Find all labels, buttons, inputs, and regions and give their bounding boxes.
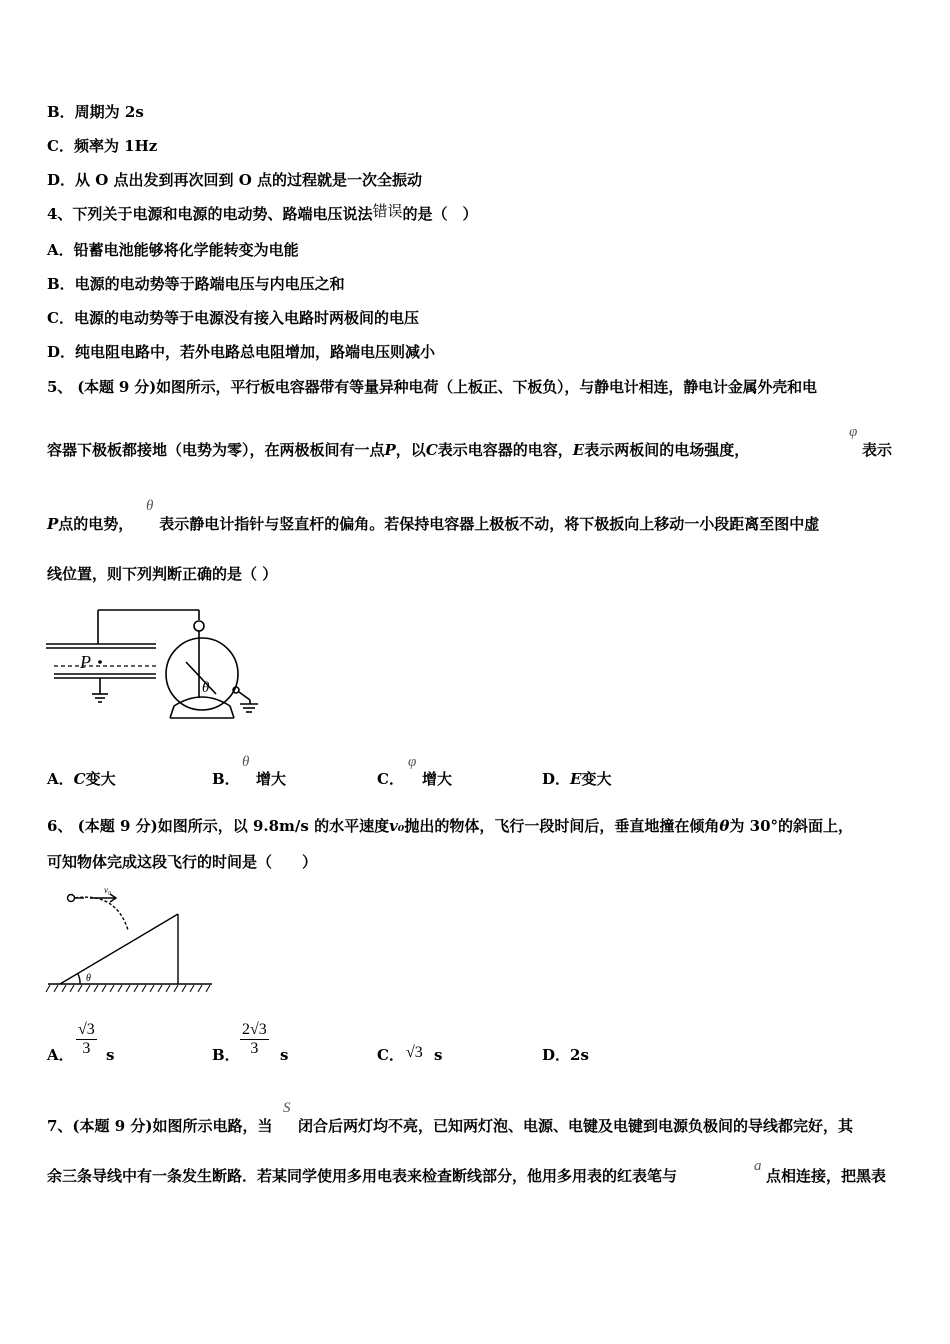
q5-line2-end: 表示 — [862, 441, 893, 459]
q6-line1-a: 6、 (本题 9 分)如图所示，以 9.8m/s 的水平速度 — [47, 817, 390, 835]
q5-fig-label-theta: θ — [202, 680, 210, 696]
q6-line1-b: 抛出的物体，飞行一段时间后，垂直地撞在倾角 — [404, 817, 720, 835]
q4-stem-emphasis: 错误 — [372, 202, 403, 220]
q6-line1 — [47, 816, 853, 836]
q6-opt-b-denominator: 3 — [250, 1040, 259, 1057]
q5-theta-symbol: θ — [146, 498, 154, 514]
q5-line2-d: 表示电容器的电容， — [437, 441, 573, 459]
q3-option-b: B．周期为 2s — [47, 103, 144, 121]
q5-line2-a: 容器下极板都接地（电势为零），在两极板间有一点 — [47, 441, 385, 459]
q5-line3-var-p: P — [47, 515, 59, 533]
q4-stem-end: 的是（ ） — [402, 205, 478, 223]
q7-point-a-symbol: a — [754, 1158, 762, 1174]
q5-line2 — [47, 440, 749, 460]
q4-option-d: D．纯电阻电路中，若外电路总电阻增加，路端电压则减小 — [47, 343, 436, 361]
q3-option-c: C．频率为 1Hz — [47, 137, 158, 155]
q7-switch-symbol: S — [283, 1100, 291, 1116]
q6-var-theta: θ — [719, 817, 730, 835]
q5-line3-b: 表示静电计指针与竖直杆的偏角。若保持电容器上极板不动，将下极扳向上移动一小段距离至图中虚 — [159, 515, 820, 533]
q5-line2-b: ，以 — [395, 441, 426, 459]
q6-line2: 可知物体完成这段飞行的时间是（ ） — [47, 853, 318, 871]
q6-option-c-value: √3 — [406, 1044, 423, 1061]
q6-option-b-fraction — [240, 1021, 269, 1058]
q6-fig-label-v0: v₀ — [104, 885, 112, 895]
q5-option-c-label: C． — [377, 770, 404, 788]
q4-option-b: B．电源的电动势等于路端电压与内电压之和 — [47, 275, 345, 293]
q5-opt-d-label: D． — [542, 770, 571, 788]
q6-option-a-fraction — [76, 1021, 97, 1058]
q5-fig-point-p — [98, 660, 102, 664]
q5-var-p: P — [384, 441, 396, 459]
q6-option-c-unit: s — [434, 1046, 443, 1064]
q4-option-c: C．电源的电动势等于电源没有接入电路时两极间的电压 — [47, 309, 419, 327]
q6-option-b-label: B． — [212, 1046, 240, 1064]
q5-option-b-label: B． — [212, 770, 240, 788]
q6-option-a-label: A． — [47, 1046, 74, 1064]
q5-phi-symbol: φ — [849, 424, 858, 440]
q5-line1: 5、 (本题 9 分)如图所示，平行板电容器带有等量异种电荷（上板正、下板负），与静电计相连，静电计金属外壳和电 — [47, 378, 817, 396]
q6-opt-b-numerator: 2√3 — [242, 1021, 267, 1038]
q6-var-v0: v₀ — [389, 817, 405, 835]
q4-stem — [47, 204, 477, 224]
q5-line3 — [47, 514, 819, 534]
q5-opt-d-var: E — [570, 770, 582, 788]
q5-opt-b-theta: θ — [242, 754, 250, 770]
q6-opt-a-denominator: 3 — [82, 1040, 91, 1057]
q5-line4: 线位置，则下列判断正确的是（ ） — [47, 565, 278, 583]
q6-option-b-unit: s — [280, 1046, 289, 1064]
q7-line2-b: 点相连接，把黑表 — [766, 1167, 887, 1185]
q6-option-d: D．2s — [542, 1046, 589, 1064]
q5-var-c: C — [425, 441, 438, 459]
q5-option-b-text: 增大 — [256, 770, 287, 788]
q5-opt-d-text: 变大 — [581, 770, 612, 788]
q5-opt-a-text: 变大 — [85, 770, 116, 788]
q5-option-d — [542, 769, 611, 789]
q7-line1-a: 7、(本题 9 分)如图所示电路，当 — [47, 1117, 273, 1135]
q4-stem-text: 4、下列关于电源和电源的电动势、路端电压说法 — [47, 205, 373, 223]
q7-line2-a: 余三条导线中有一条发生断路．若某同学使用多用电表来检查断线部分，他用多用表的红表笔与 — [47, 1167, 678, 1185]
q5-option-c-text: 增大 — [422, 770, 453, 788]
q5-option-a — [47, 769, 116, 789]
q4-option-a: A．铅蓄电池能够将化学能转变为电能 — [47, 241, 299, 259]
q5-opt-a-label: A． — [47, 770, 74, 788]
q3-option-d: D．从 O 点出发到再次回到 O 点的过程就是一次全振动 — [47, 171, 423, 189]
q5-var-e: E — [572, 441, 585, 459]
q5-line3-a: 点的电势， — [58, 515, 134, 533]
q5-line2-f: 表示两板间的电场强度， — [584, 441, 750, 459]
q6-incline-figure — [46, 884, 216, 996]
q6-line1-c: 为 30°的斜面上， — [729, 817, 854, 835]
q5-opt-c-phi: φ — [408, 754, 417, 770]
q5-capacitor-figure — [44, 606, 304, 726]
q5-fig-label-p: P — [80, 652, 91, 672]
q6-fig-label-theta: θ — [86, 973, 91, 984]
q5-opt-a-var: C — [73, 770, 86, 788]
q6-option-a-unit: s — [106, 1046, 115, 1064]
q7-line1-b: 闭合后两灯均不亮，已知两灯泡、电源、电键及电键到电源负极间的导线都完好，其 — [298, 1117, 854, 1135]
q6-opt-a-numerator: √3 — [78, 1021, 95, 1038]
q6-option-c-label: C． — [377, 1046, 404, 1064]
